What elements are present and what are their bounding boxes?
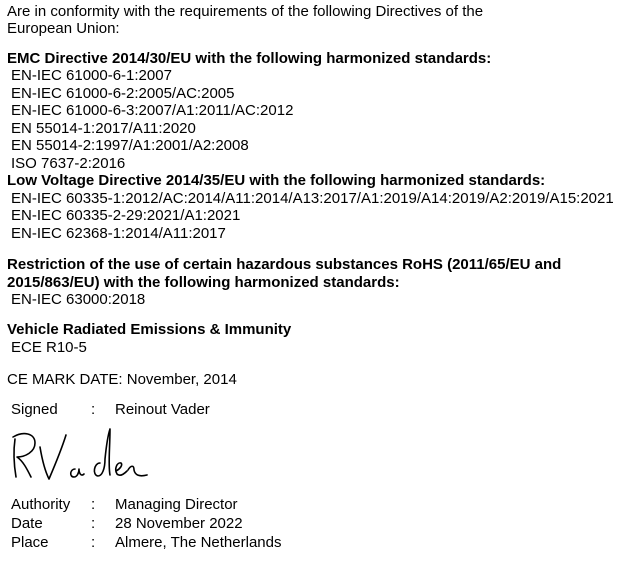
rohs-heading-line-1: Restriction of the use of certain hazardous substances RoHS (2011/65/EU and xyxy=(7,256,562,273)
emc-standard: EN 55014-2:1997/A1:2001/A2:2008 xyxy=(11,137,249,154)
place-colon: : xyxy=(91,534,96,551)
authority-label: Authority xyxy=(11,496,71,513)
authority-colon: : xyxy=(91,496,96,513)
handwritten-signature xyxy=(9,425,161,495)
date-value: 28 November 2022 xyxy=(115,515,243,532)
lvd-standard: EN-IEC 60335-2-29:2021/A1:2021 xyxy=(11,207,241,224)
intro-line-1: Are in conformity with the requirements of the following Directives of the xyxy=(7,3,484,20)
place-value: Almere, The Netherlands xyxy=(115,534,282,551)
signed-value: Reinout Vader xyxy=(115,401,210,418)
lvd-heading: Low Voltage Directive 2014/35/EU with the following harmonized standards: xyxy=(7,172,546,189)
signed-label: Signed xyxy=(11,401,58,418)
emc-standard: EN-IEC 61000-6-1:2007 xyxy=(11,67,172,84)
vehicle-standard: ECE R10-5 xyxy=(11,338,87,356)
emc-standard: EN-IEC 61000-6-3:2007/A1:2011/AC:2012 xyxy=(11,102,294,119)
signed-colon: : xyxy=(91,401,96,418)
date-label: Date xyxy=(11,515,43,532)
lvd-standard: EN-IEC 62368-1:2014/A11:2017 xyxy=(11,224,226,242)
date-colon: : xyxy=(91,515,96,532)
emc-standard: EN 55014-1:2017/A11:2020 xyxy=(11,119,196,137)
emc-standard: ISO 7637-2:2016 xyxy=(11,154,126,172)
vehicle-heading: Vehicle Radiated Emissions & Immunity xyxy=(7,321,292,338)
emc-standard: EN-IEC 61000-6-2:2005/AC:2005 xyxy=(11,84,235,102)
authority-value: Managing Director xyxy=(115,496,238,513)
emc-heading: EMC Directive 2014/30/EU with the following harmonized standards: xyxy=(7,50,492,67)
ce-mark-date: CE MARK DATE: November, 2014 xyxy=(7,371,237,388)
rohs-heading-line-2: 2015/863/EU) with the following harmonized standards: xyxy=(7,273,400,291)
place-label: Place xyxy=(11,534,49,551)
intro-line-2: European Union: xyxy=(7,20,120,37)
lvd-standard: EN-IEC 60335-1:2012/AC:2014/A11:2014/A13:2017/A1:2019/A14:2019/A2:2019/A15:2021 xyxy=(11,189,614,207)
rohs-standard: EN-IEC 63000:2018 xyxy=(11,291,146,308)
